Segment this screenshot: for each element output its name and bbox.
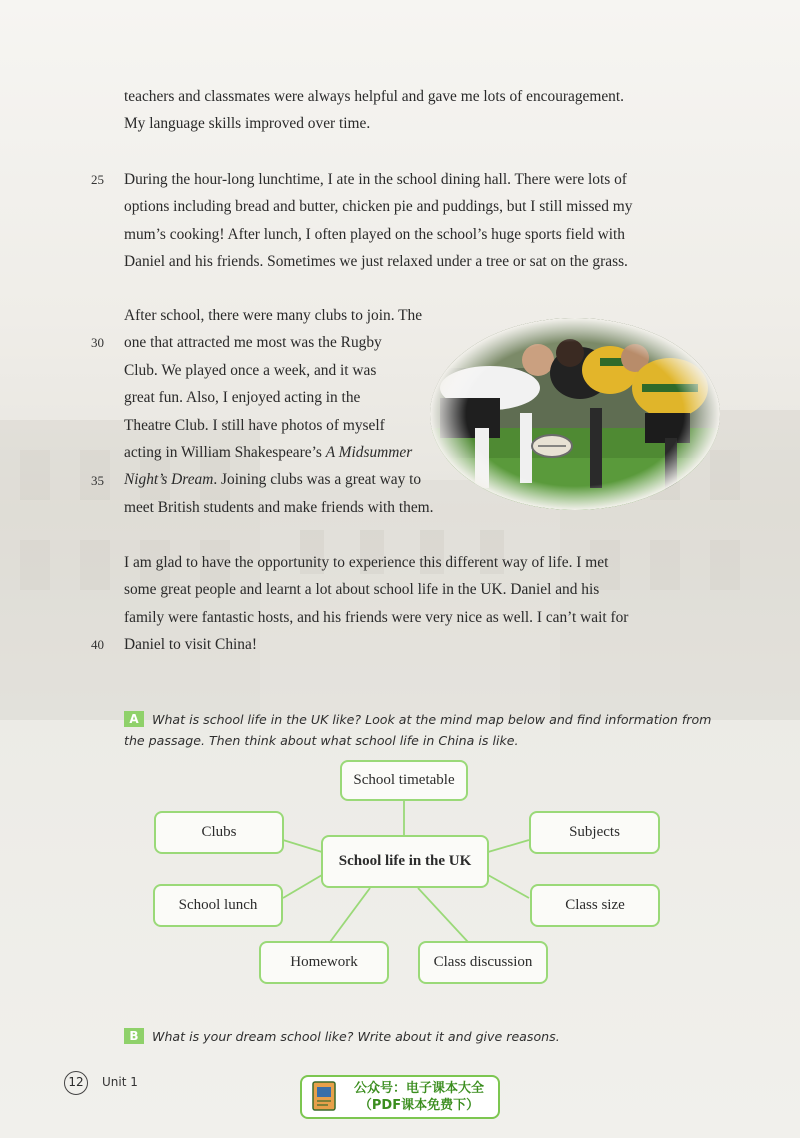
line-number: 25 [91, 172, 104, 187]
unit-label: Unit 1 [102, 1075, 138, 1089]
text-line: mum’s cooking! After lunch, I often played on the school’s huge sports field with [124, 225, 625, 243]
task-b-text: What is your dream school like? Write about it and give reasons. [152, 1029, 560, 1044]
text-run: acting in William Shakespeare’s [124, 443, 326, 461]
mind-map-node-discussion: Class discussion [418, 941, 548, 984]
text-line: After school, there were many clubs to join. The [124, 307, 423, 324]
mind-map-center: School life in the UK [321, 835, 489, 888]
text-line: great fun. Also, I enjoyed acting in the [124, 389, 361, 407]
text-run: . Joining clubs was a great way to [213, 471, 422, 489]
text-line: one that attracted me most was the Rugby [124, 334, 382, 352]
text-line: I am glad to have the opportunity to experience this different way of life. I met [124, 554, 609, 571]
text-line: Club. We played once a week, and it was [124, 361, 377, 379]
text-line: meet British students and make friends with them. [124, 498, 434, 516]
text-line: Theatre Club. I still have photos of myself [124, 416, 385, 434]
mind-map-node-homework: Homework [259, 941, 389, 984]
task-b [124, 1026, 714, 1047]
text-line: options including bread and butter, chicken pie and puddings, but I still missed my [124, 198, 633, 216]
watermark-line: 公众号：电子课本大全 [353, 1081, 484, 1096]
mind-map-node-timetable: School timetable [340, 760, 468, 801]
text-line: Daniel to visit China! [124, 636, 257, 654]
watermark-text [340, 1080, 498, 1114]
text-line: some great people and learnt a lot about school life in the UK. Daniel and his [124, 581, 600, 599]
text-line: family were fantastic hosts, and his friends were very nice as well. I can’t wait for [124, 608, 629, 626]
text-line: During the hour-long lunchtime, I ate in the school dining hall. There were lots of [124, 171, 627, 188]
book-icon [310, 1079, 340, 1115]
task-a-line: the passage. Then think about what school life in China is like. [124, 733, 519, 748]
mind-map-node-class-size: Class size [530, 884, 660, 927]
mind-map-node-subjects: Subjects [529, 811, 660, 854]
watermark-badge [300, 1075, 500, 1119]
task-a-text: What is school life in the UK like? Look at the mind map below and find information from [152, 712, 712, 727]
play-title-part: Night’s Dream [124, 471, 214, 489]
text-line: My language skills improved over time. [124, 115, 371, 133]
play-title-part: A Midsummer [325, 443, 413, 461]
task-b-label: B [124, 1028, 144, 1044]
mind-map-node-lunch: School lunch [153, 884, 283, 927]
text-line: Daniel and his friends. Sometimes we just relaxed under a tree or sat on the grass. [124, 253, 628, 271]
line-number: 30 [91, 335, 104, 350]
line-number: 40 [91, 637, 104, 652]
text-line: teachers and classmates were always helpful and gave me lots of encouragement. [124, 88, 624, 105]
watermark-line: （PDF课本免费下） [358, 1098, 480, 1113]
page-number: 12 [64, 1071, 88, 1095]
task-a-label: A [124, 711, 144, 727]
mind-map-node-clubs: Clubs [154, 811, 284, 854]
line-number: 35 [91, 473, 104, 488]
